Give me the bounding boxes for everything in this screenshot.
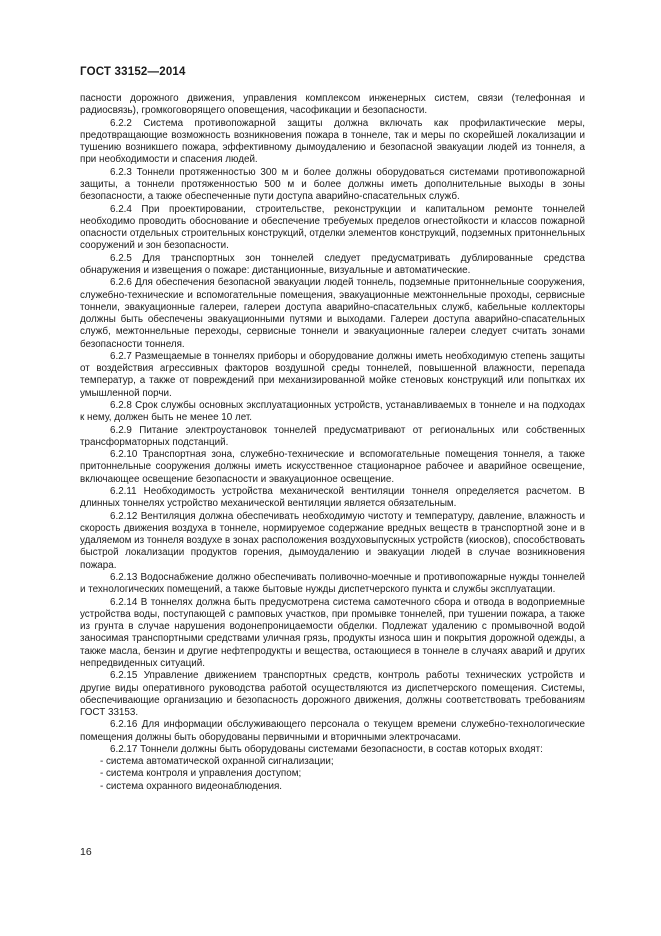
list-item-access-control: - система контроля и управления доступом;: [100, 768, 302, 780]
paragraph-6-2-3: 6.2.3 Тоннели протяженностью 300 м и более должны оборудоваться системами противопожарной защиты, а тоннели протяженностью 500 м и более должны иметь дополнительные выходы в зоны безопасности, а также обеспеченные пути доступа аварийно-спасательных служб.: [80, 166, 585, 203]
paragraph-6-2-16: 6.2.16 Для информации обслуживающего персонала о текущем времени служебно-технологические помещения должны быть оборудованы первичными и вторичными электрочасами.: [80, 719, 585, 743]
list-item-security-alarm: - система автоматической охранной сигнализации;: [100, 756, 334, 768]
paragraph-6-2-9: 6.2.9 Питание электроустановок тоннелей предусматривают от региональных или собственных трансформаторных подстанций.: [80, 424, 585, 448]
paragraph-6-2-17: 6.2.17 Тоннели должны быть оборудованы системами безопасности, в состав которых входят:: [110, 743, 543, 755]
paragraph-6-2-13: 6.2.13 Водоснабжение должно обеспечивать поливочно-моечные и противопожарные нужды тоннелей и технологических помещений, а также бытовые нужды диспетчерского пункта и службы эксплуатации.: [80, 571, 585, 596]
page-number: 16: [80, 846, 92, 858]
paragraph-6-2-7: 6.2.7 Размещаемые в тоннелях приборы и оборудование должны иметь необходимую степень защиты от воздействия агрессивных факторов воздушной среды тоннелей, повышенной влажности, перепада температур, а также от повреждений при механизированной мойке стеновых конструкций или попытках их умышленной порчи.: [80, 350, 585, 399]
paragraph-continuation: пасности дорожного движения, управления комплексом инженерных систем, связи (телефонная и радиосвязь), громкоговорящего оповещения, часофикации и безопасности.: [80, 93, 585, 117]
paragraph-6-2-12: 6.2.12 Вентиляция должна обеспечивать необходимую чистоту и температуру, давление, влажность и скорость движения воздуха в тоннеле, нормируемое содержание вредных веществ в транспортной зоне и в удаляемом из тоннеля воздухе в зонах расположения воздуховыпускных устройств (киосков), способствовать быстрой локализации продуктов горения, дымоудалению и эвакуации людей в случае возникновения пожара.: [80, 510, 585, 571]
paragraph-6-2-2: 6.2.2 Система противопожарной защиты должна включать как профилактические меры, предотвращающие возможность возникновения пожара в тоннеле, так и меры по скорейшей локализации и тушению возникшего пожара, эффективному дымоудалению и безопасной эвакуации людей из тоннеля, а при необходимости и спасения людей.: [80, 117, 585, 166]
paragraph-6-2-5: 6.2.5 Для транспортных зон тоннелей следует предусматривать дублированные средства обнаружения и извещения о пожаре: дистанционные, визуальные и автоматические.: [80, 252, 585, 276]
document-body: [80, 93, 585, 793]
paragraph-6-2-6: 6.2.6 Для обеспечения безопасной эвакуации людей тоннель, подземные притоннельные сооружения, служебно-технические и вспомогательные помещения, эвакуационные межтоннельные проходы, сервисные тоннели, эвакуационные галереи, галереи доступа аварийно-спасательных служб, кабельные коллекторы должны быть обеспечены эвакуационными путями и выходами. Галереи доступа аварийно-спасательных служб, межтоннельные переходы, сервисные тоннели и эвакуационные галереи следует считать зонами безопасности тоннеля.: [80, 277, 585, 350]
document-header: ГОСТ 33152—2014: [80, 66, 186, 78]
paragraph-6-2-4: 6.2.4 При проектировании, строительстве, реконструкции и капитальном ремонте тоннелей необходимо проводить обоснование и обеспечение требуемых пределов огнестойкости и классов пожарной опасности отдельных строительных конструкций, отделки элементов конструкций, подземных притоннельных сооружений и зон безопасности.: [80, 203, 585, 252]
paragraph-6-2-8: 6.2.8 Срок службы основных эксплуатационных устройств, устанавливаемых в тоннеле и на подходах к нему, должен быть не менее 10 лет.: [80, 400, 585, 424]
paragraph-6-2-10: 6.2.10 Транспортная зона, служебно-технические и вспомогательные помещения тоннеля, а также притоннельные сооружения должны иметь искусственное стационарное рабочее и аварийное освещение, включающее освещение безопасности и эвакуационное освещение.: [80, 449, 585, 485]
list-item-video-surveillance: - система охранного видеонаблюдения.: [100, 780, 283, 792]
paragraph-6-2-11: 6.2.11 Необходимость устройства механической вентиляции тоннеля определяется расчетом. В длинных тоннелях устройство механической вентиляции является обязательным.: [80, 486, 585, 510]
paragraph-6-2-14: 6.2.14 В тоннелях должна быть предусмотрена система самотечного сбора и отвода в водоприемные устройства воды, поступающей с рамповых участков, при промывке тоннелей, при тушении пожара, а также из грунта в случае нарушения водонепроницаемости обделки. Подлежат удалению с промывочной водой заносимая транспортными средствами уличная грязь, продукты износа шин и покрытия дорожной одежды, а также масла, бензин и другие нефтепродукты и вещества, остающиеся в тоннеле в случаях аварий и других непредвиденных ситуаций.: [80, 596, 585, 669]
paragraph-6-2-15: 6.2.15 Управление движением транспортных средств, контроль работы технических устройств и другие виды оперативного руководства работой осуществляются из диспетчерского помещения. Системы, обеспечивающие организацию и безопасность дорожного движения, должны соответствовать требованиям ГОСТ 33153.: [80, 670, 585, 719]
